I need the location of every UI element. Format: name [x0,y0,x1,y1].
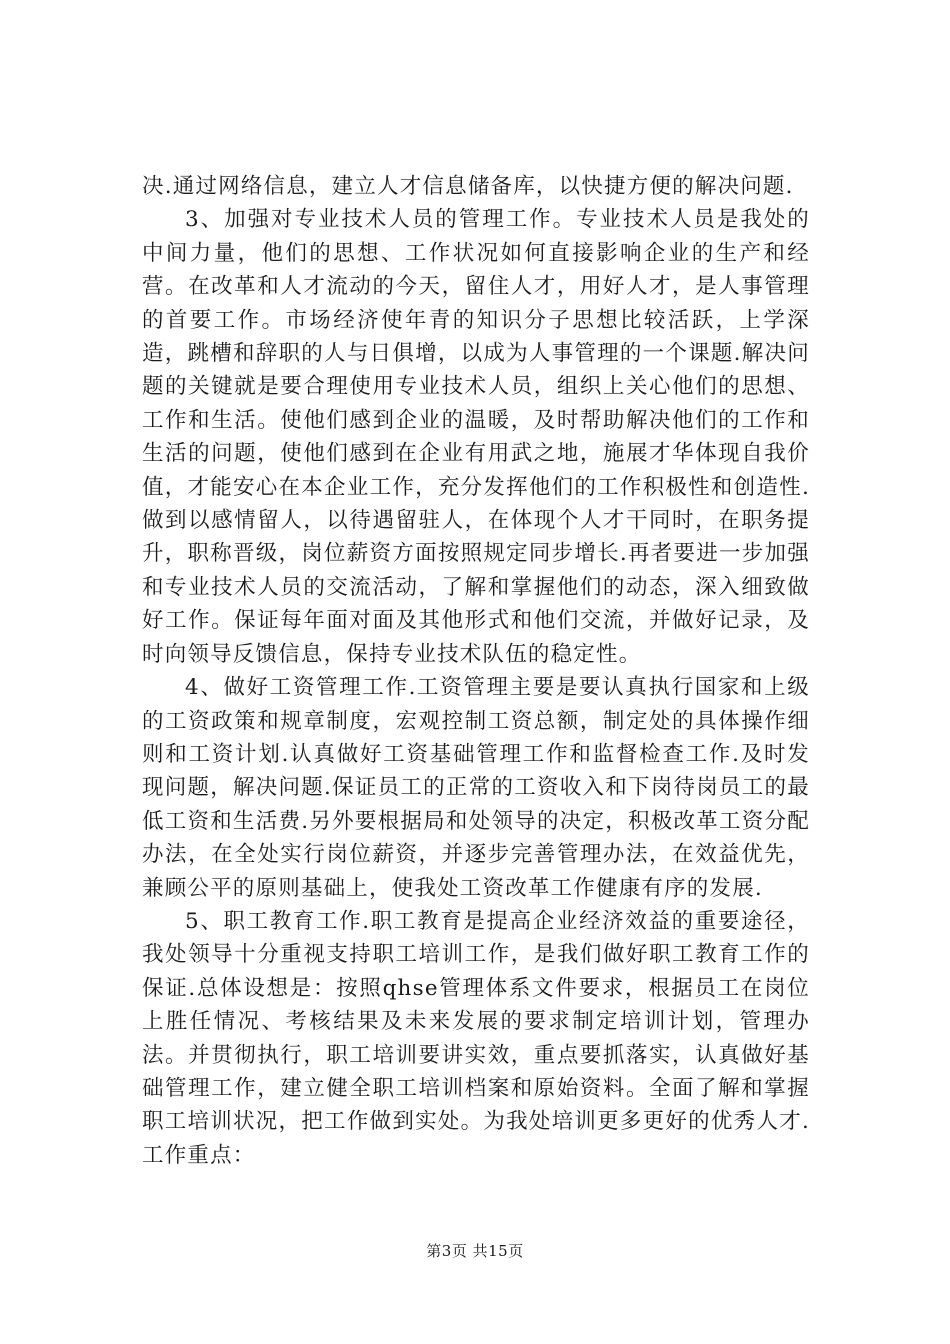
paragraph-wage-management: 4、做好工资管理工作.工资管理主要是要认真执行国家和上级的工资政策和规章制度，宏观控制工资总额，制定处的具体操作细则和工资计划.认真做好工资基础管理工作和监督检查工作.及时发现问题，解决问题.保证员工的正常的工资收入和下岗待岗员工的最低工资和生活费.另外要根据局和处领导的决定，积极改革工资分配办法，在全处实行岗位薪资，并逐步完善管理办法，在效益优先，兼顾公平的原则基础上，使我处工资改革工作健康有序的发展. [142,675,810,901]
page-number-footer: 第3页 共15页 [426,1242,524,1260]
paragraph-professional-staff: 3、加强对专业技术人员的管理工作。专业技术人员是我处的中间力量，他们的思想、工作状况如何直接影响企业的生产和经营。在改革和人才流动的今天，留住人才，用好人才，是人事管理的首要工作。市场经济使年青的知识分子思想比较活跃，上学深造，跳槽和辞职的人与日俱增，以成为人事管理的一个课题.解决问题的关键就是要合理使用专业技术人员，组织上关心他们的思想、工作和生活。使他们感到企业的温暖，及时帮助解决他们的工作和生活的问题，使他们感到在企业有用武之地，施展才华体现自我价值，才能安心在本企业工作，充分发挥他们的工作积极性和创造性.做到以感情留人，以待遇留驻人，在体现个人才干同时，在职务提升，职称晋级，岗位薪资方面按照规定同步增长.再者要进一步加强和专业技术人员的交流活动，了解和掌握他们的动态，深入细致做好工作。保证每年面对面及其他形式和他们交流，并做好记录，及时向领导反馈信息，保持专业技术队伍的稳定性。 [142,207,810,667]
document-body [142,170,810,1172]
paragraph-staff-education: 5、职工教育工作.职工教育是提高企业经济效益的重要途径，我处领导十分重视支持职工培训工作，是我们做好职工教育工作的保证.总体设想是：按照qhse管理体系文件要求，根据员工在岗位上胜任情况、考核结果及未来发展的要求制定培训计划，管理办法。并贯彻执行，职工培训要讲实效，重点要抓落实，认真做好基础管理工作，建立健全职工培训档案和原始资料。全面了解和掌握职工培训状况，把工作做到实处。为我处培训更多更好的优秀人才.工作重点： [142,908,810,1168]
paragraph-continuation: 决.通过网络信息，建立人才信息储备库，以快捷方便的解决问题. [142,174,794,199]
